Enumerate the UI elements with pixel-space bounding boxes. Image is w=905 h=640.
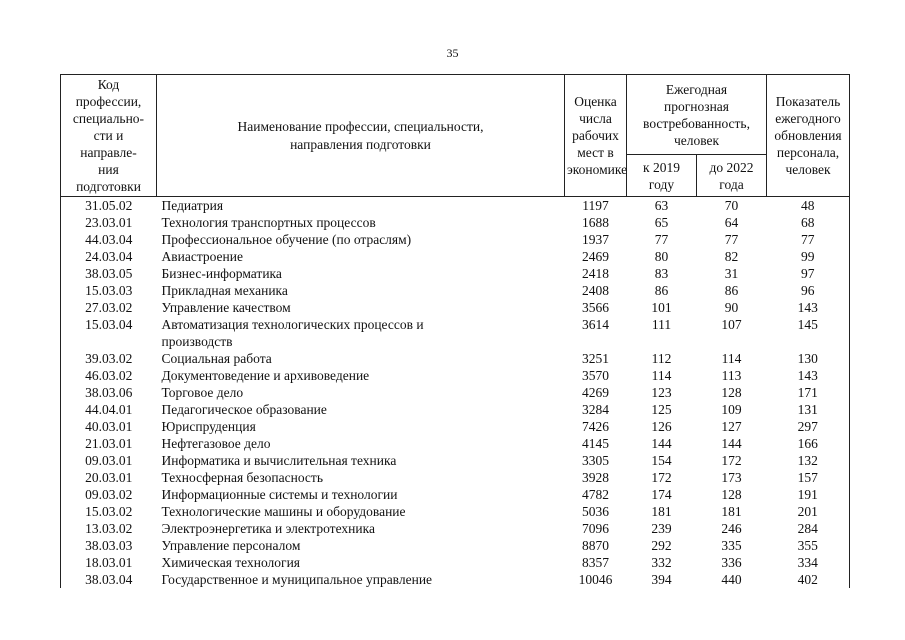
cell-2022: 107 — [721, 317, 742, 332]
cell-renewal: 334 — [767, 554, 850, 571]
cell-estimate: 4782 — [582, 487, 609, 502]
table-header — [61, 75, 850, 197]
header-2019: к 2019 году — [627, 155, 697, 197]
cell-name — [157, 316, 565, 350]
cell-2019: 83 — [654, 266, 669, 281]
cell-name-text: Информационные системы и технологии — [161, 487, 398, 502]
cell-name-text: Педиатрия — [161, 198, 224, 213]
cell-code: 27.03.02 — [61, 299, 157, 316]
cell-name-text: Техносферная безопасность — [161, 470, 323, 485]
cell-2019: 86 — [654, 283, 669, 298]
cell-name-text: Авиастроение — [161, 249, 243, 264]
table-row — [61, 469, 850, 486]
cell-2022: 77 — [724, 232, 739, 247]
cell-renewal: 143 — [767, 299, 850, 316]
header-2022: до 2022 года — [697, 155, 767, 197]
cell-code: 31.05.02 — [61, 197, 157, 215]
table-row — [61, 282, 850, 299]
cell-2022: 64 — [724, 215, 739, 230]
cell-estimate: 2408 — [582, 283, 609, 298]
cell-name — [157, 418, 565, 435]
cell-name — [157, 350, 565, 367]
cell-estimate: 1197 — [582, 198, 609, 213]
cell-renewal: 145 — [767, 316, 850, 350]
cell-2019: 80 — [654, 249, 669, 264]
cell-2019: 112 — [651, 351, 672, 366]
cell-2019: 181 — [651, 504, 672, 519]
cell-code: 44.03.04 — [61, 231, 157, 248]
table-row — [61, 503, 850, 520]
cell-name-text: Социальная работа — [161, 351, 272, 366]
header-estimate: Оценка числа рабочих мест в экономике — [565, 75, 627, 197]
cell-estimate: 3570 — [582, 368, 609, 383]
cell-name — [157, 384, 565, 401]
cell-2022: 70 — [724, 198, 739, 213]
cell-renewal: 77 — [767, 231, 850, 248]
cell-code: 15.03.04 — [61, 316, 157, 350]
cell-renewal: 191 — [767, 486, 850, 503]
cell-renewal: 402 — [767, 571, 850, 588]
cell-2022: 440 — [721, 572, 742, 587]
cell-2019: 63 — [654, 198, 669, 213]
cell-2022: 246 — [721, 521, 742, 536]
cell-name — [157, 248, 565, 265]
cell-renewal: 143 — [767, 367, 850, 384]
cell-renewal: 166 — [767, 435, 850, 452]
cell-2022: 128 — [721, 385, 742, 400]
cell-2022: 144 — [721, 436, 742, 451]
table-row — [61, 316, 850, 350]
cell-2022: 109 — [721, 402, 742, 417]
table-row — [61, 435, 850, 452]
cell-2019: 111 — [651, 317, 672, 332]
cell-2022: 86 — [724, 283, 739, 298]
cell-name — [157, 265, 565, 282]
cell-name-text: Электроэнергетика и электротехника — [161, 521, 375, 536]
cell-estimate: 3566 — [582, 300, 609, 315]
cell-code: 40.03.01 — [61, 418, 157, 435]
cell-2022: 336 — [721, 555, 742, 570]
cell-code: 18.03.01 — [61, 554, 157, 571]
cell-name — [157, 537, 565, 554]
cell-code: 23.03.01 — [61, 214, 157, 231]
cell-2019: 144 — [651, 436, 672, 451]
cell-name-text: Информатика и вычислительная техника — [161, 453, 397, 468]
cell-name — [157, 452, 565, 469]
cell-name — [157, 503, 565, 520]
cell-renewal: 284 — [767, 520, 850, 537]
cell-2022: 181 — [721, 504, 742, 519]
cell-2019: 125 — [651, 402, 672, 417]
cell-2022: 114 — [721, 351, 742, 366]
cell-code: 13.03.02 — [61, 520, 157, 537]
table-row — [61, 486, 850, 503]
cell-2019: 101 — [651, 300, 672, 315]
cell-2019: 65 — [654, 215, 669, 230]
cell-renewal: 96 — [767, 282, 850, 299]
cell-code: 38.03.04 — [61, 571, 157, 588]
cell-name — [157, 282, 565, 299]
cell-renewal: 99 — [767, 248, 850, 265]
table-body — [61, 197, 850, 589]
cell-renewal: 201 — [767, 503, 850, 520]
cell-estimate: 3614 — [582, 317, 609, 332]
cell-code: 38.03.06 — [61, 384, 157, 401]
cell-name-text-continued: производств — [161, 334, 233, 349]
cell-code: 15.03.02 — [61, 503, 157, 520]
cell-name-text: Торговое дело — [161, 385, 244, 400]
cell-2022: 335 — [721, 538, 742, 553]
cell-name — [157, 231, 565, 248]
cell-2022: 173 — [721, 470, 742, 485]
cell-2022: 113 — [721, 368, 742, 383]
cell-name — [157, 435, 565, 452]
professions-table — [60, 74, 850, 588]
cell-estimate: 3928 — [582, 470, 609, 485]
cell-renewal: 297 — [767, 418, 850, 435]
cell-renewal: 355 — [767, 537, 850, 554]
cell-name-text: Документоведение и архивоведение — [161, 368, 370, 383]
cell-2019: 239 — [651, 521, 672, 536]
cell-code: 15.03.03 — [61, 282, 157, 299]
cell-name — [157, 197, 565, 215]
cell-estimate: 8870 — [582, 538, 609, 553]
table-row — [61, 197, 850, 215]
cell-estimate: 1937 — [582, 232, 609, 247]
table-row — [61, 214, 850, 231]
cell-renewal: 171 — [767, 384, 850, 401]
cell-estimate: 7096 — [582, 521, 609, 536]
cell-name-text: Педагогическое образование — [161, 402, 327, 417]
cell-code: 44.04.01 — [61, 401, 157, 418]
cell-name-text: Прикладная механика — [161, 283, 288, 298]
table-row — [61, 248, 850, 265]
cell-name-text: Управление качеством — [161, 300, 291, 315]
cell-2019: 123 — [651, 385, 672, 400]
cell-2019: 174 — [651, 487, 672, 502]
cell-name-text: Государственное и муниципальное управление — [161, 572, 433, 587]
cell-name-text: Технологические машины и оборудование — [161, 504, 406, 519]
cell-renewal: 157 — [767, 469, 850, 486]
cell-renewal: 97 — [767, 265, 850, 282]
header-annual-demand: Ежегодная прогнозная востребованность, человек — [627, 75, 767, 155]
cell-2019: 172 — [651, 470, 672, 485]
cell-name — [157, 299, 565, 316]
cell-estimate: 3284 — [582, 402, 609, 417]
cell-name — [157, 571, 565, 588]
cell-name — [157, 401, 565, 418]
cell-2019: 114 — [651, 368, 672, 383]
cell-estimate: 2418 — [582, 266, 609, 281]
cell-code: 09.03.02 — [61, 486, 157, 503]
table-row — [61, 520, 850, 537]
table-row — [61, 401, 850, 418]
cell-2019: 126 — [651, 419, 672, 434]
table-row — [61, 384, 850, 401]
cell-name — [157, 214, 565, 231]
cell-renewal: 130 — [767, 350, 850, 367]
cell-2022: 128 — [721, 487, 742, 502]
table-row — [61, 299, 850, 316]
table-row — [61, 571, 850, 588]
cell-estimate: 3251 — [582, 351, 609, 366]
table-row — [61, 231, 850, 248]
header-renewal: Показатель ежегодного обновления персонала, человек — [767, 75, 850, 197]
cell-2019: 332 — [651, 555, 672, 570]
cell-2019: 394 — [651, 572, 672, 587]
cell-estimate: 7426 — [582, 419, 609, 434]
cell-2022: 90 — [724, 300, 739, 315]
cell-name-text: Профессиональное обучение (по отраслям) — [161, 232, 412, 247]
cell-name-text: Автоматизация технологических процессов и — [161, 317, 424, 332]
cell-estimate: 4145 — [582, 436, 609, 451]
cell-code: 38.03.03 — [61, 537, 157, 554]
cell-2019: 77 — [654, 232, 669, 247]
cell-name-text: Бизнес-информатика — [161, 266, 282, 281]
page-number: 35 — [446, 46, 459, 60]
cell-code: 09.03.01 — [61, 452, 157, 469]
header-code: Код профессии, специально- сти и направле- ния подготовки — [61, 75, 157, 197]
header-name: Наименование профессии, специальности, направления подготовки — [157, 75, 565, 197]
cell-renewal: 48 — [767, 197, 850, 215]
cell-name — [157, 486, 565, 503]
cell-code: 38.03.05 — [61, 265, 157, 282]
cell-estimate: 10046 — [578, 572, 613, 587]
table-row — [61, 452, 850, 469]
cell-code: 46.03.02 — [61, 367, 157, 384]
cell-name-text: Юриспруденция — [161, 419, 256, 434]
cell-2022: 172 — [721, 453, 742, 468]
cell-renewal: 68 — [767, 214, 850, 231]
table-row — [61, 350, 850, 367]
cell-estimate: 5036 — [582, 504, 609, 519]
cell-estimate: 4269 — [582, 385, 609, 400]
cell-name-text: Химическая технология — [161, 555, 301, 570]
cell-estimate: 2469 — [582, 249, 609, 264]
cell-renewal: 132 — [767, 452, 850, 469]
cell-name — [157, 469, 565, 486]
cell-name-text: Нефтегазовое дело — [161, 436, 271, 451]
table-row — [61, 418, 850, 435]
cell-name — [157, 554, 565, 571]
cell-renewal: 131 — [767, 401, 850, 418]
cell-name-text: Управление персоналом — [161, 538, 301, 553]
cell-estimate: 1688 — [582, 215, 609, 230]
cell-code: 20.03.01 — [61, 469, 157, 486]
cell-2019: 292 — [651, 538, 672, 553]
cell-code: 21.03.01 — [61, 435, 157, 452]
cell-estimate: 8357 — [582, 555, 609, 570]
cell-code: 39.03.02 — [61, 350, 157, 367]
cell-2022: 82 — [724, 249, 739, 264]
cell-code: 24.03.04 — [61, 248, 157, 265]
cell-name-text: Технология транспортных процессов — [161, 215, 376, 230]
table-row — [61, 537, 850, 554]
cell-2019: 154 — [651, 453, 672, 468]
table-row — [61, 367, 850, 384]
table-row — [61, 265, 850, 282]
cell-name — [157, 520, 565, 537]
cell-estimate: 3305 — [582, 453, 609, 468]
cell-2022: 31 — [724, 266, 739, 281]
table-row — [61, 554, 850, 571]
cell-name — [157, 367, 565, 384]
cell-2022: 127 — [721, 419, 742, 434]
